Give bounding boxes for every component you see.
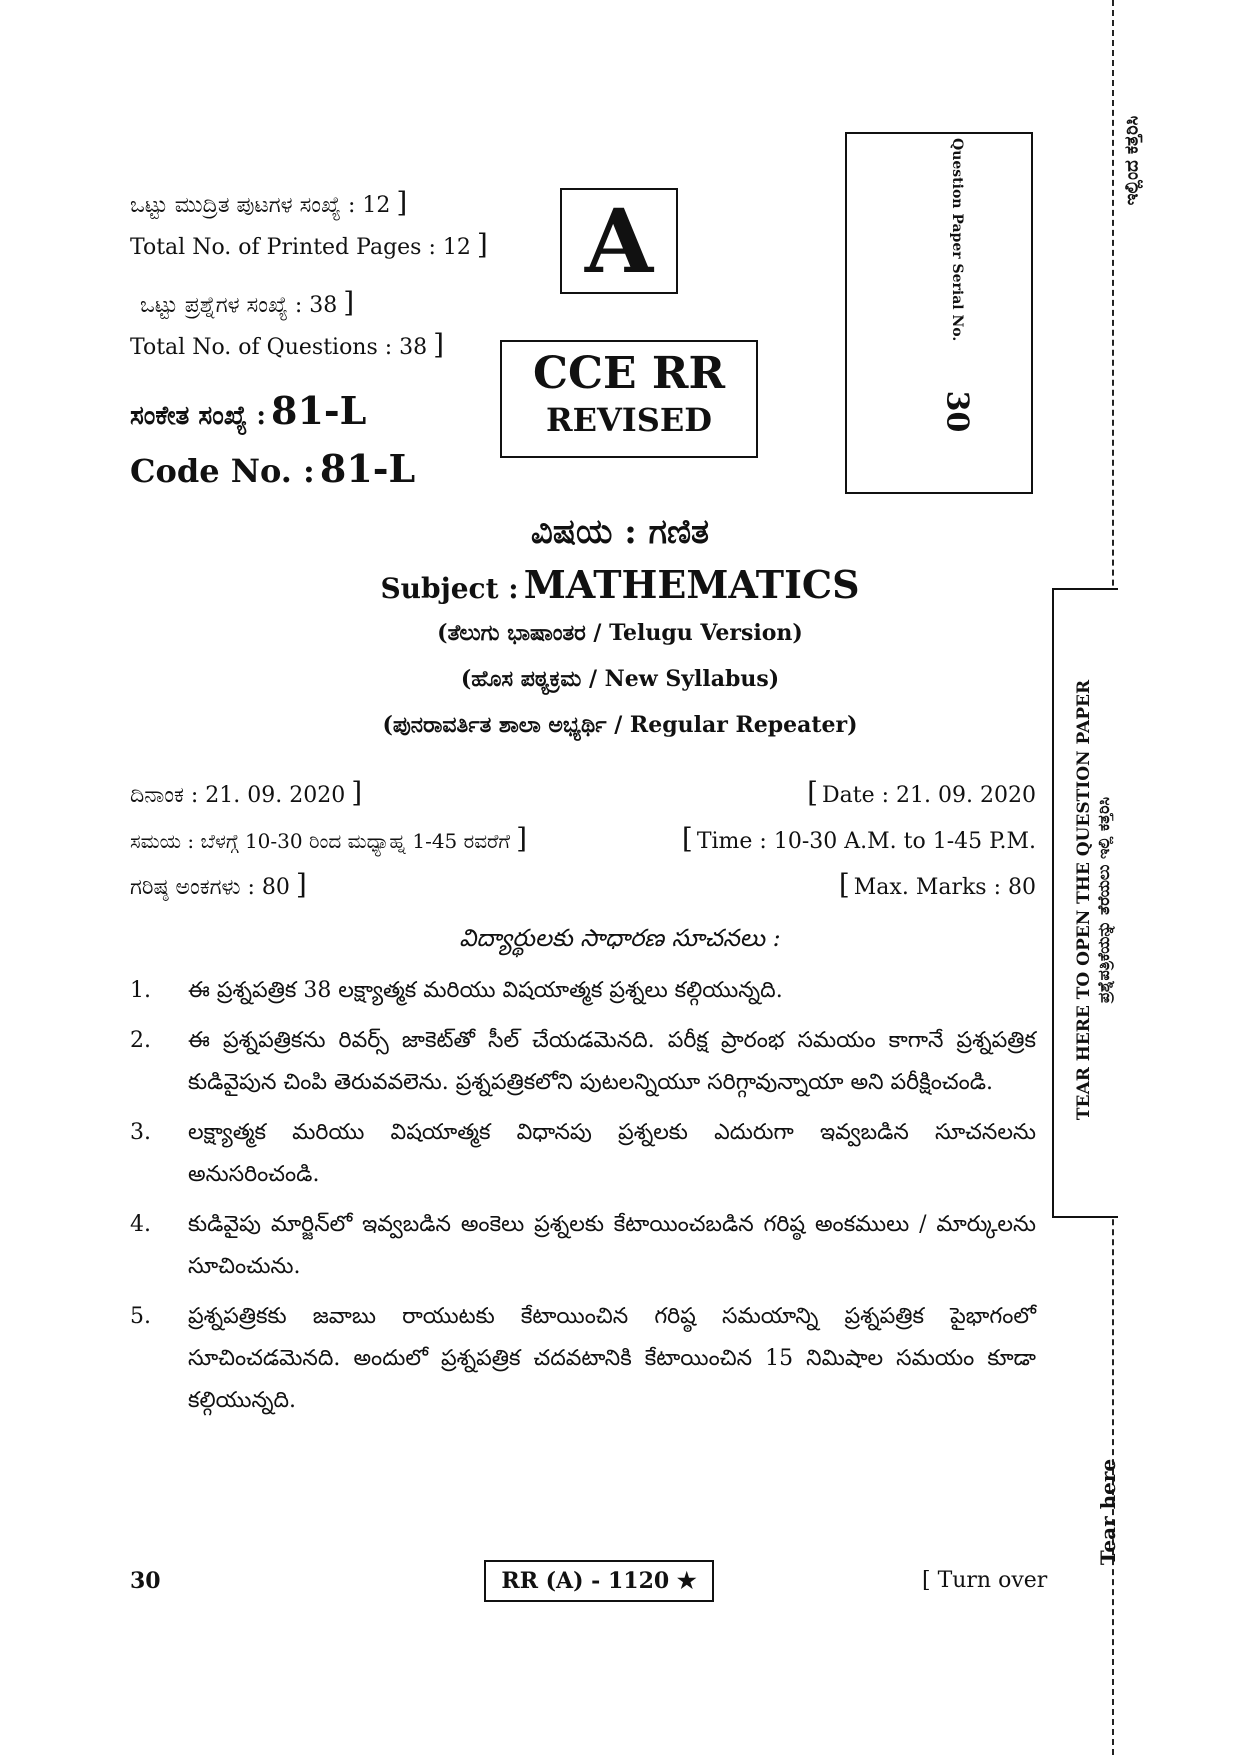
instructions-list: [130, 970, 1036, 1430]
instruction-item: 3. లక్ష్యాత్మక మరియు విషయాత్మక విధానపు ప్రశ్నలకు ఎదురుగా ఇవ్వబడిన సూచనలను అనుసరించండి.: [130, 1120, 1036, 1187]
serial-number-label: Question Paper Serial No.: [949, 138, 965, 342]
max-marks-english: [ Max. Marks : 80: [838, 868, 1036, 901]
time-english: [ Time : 10-30 A.M. to 1-45 P.M.: [681, 822, 1036, 855]
code-number-english: Code No. : 81-L: [130, 446, 416, 491]
instruction-item: 2. ఈ ప్రశ్నపత్రికను రివర్స్ జాకెట్‌తో సీల్ చేయడమెనది. పరీక్ష ప్రారంభ సమయం కాగానే ప్రశ్నపత్రిక కుడివైపున చింపి తెరువవలెను. ప్రశ్నపత్రికలోని పుటలన్నియూ సరిగ్గావున్నాయా అని పరీక్షించండి.: [130, 1028, 1036, 1095]
instruction-item: 4. కుడివైపు మార్జిన్‌లో ఇవ్వబడిన అంకెలు ప్రశ్నలకు కేటాయించబడిన గరిష్ఠ అంకములు / మార్కులను సూచించును.: [130, 1212, 1036, 1279]
date-kannada: ದಿನಾಂಕ : 21. 09. 2020 ]: [130, 776, 363, 809]
subject-english: Subject : MATHEMATICS: [380, 562, 860, 607]
tear-instruction-box: [1052, 588, 1118, 1218]
footer-paper-code: RR (A) - 1120 ★: [484, 1560, 714, 1602]
language-version: (ತೆಲುಗು ಭಾಷಾಂತರ / Telugu Version): [437, 620, 803, 646]
footer-page-code: 30: [130, 1568, 161, 1594]
exam-type-subtitle: REVISED: [545, 401, 713, 439]
serial-number-value: 30: [939, 390, 975, 433]
exam-type-box: [500, 340, 758, 458]
serial-number-box: [845, 132, 1033, 494]
max-marks-kannada: ಗರಿಷ್ಠ ಅಂಕಗಳು : 80 ]: [130, 868, 307, 901]
tear-instruction-english: TEAR HERE TO OPEN THE QUESTION PAPER: [1074, 679, 1094, 1121]
date-english: [ Date : 21. 09. 2020: [807, 776, 1036, 809]
footer-turn-over: [ Turn over: [922, 1568, 1048, 1593]
instruction-item: 5. ప్రశ్నపత్రికకు జవాబు రాయుటకు కేటాయించిన గరిష్ఠ సమయాన్ని ప్రశ్నపత్రిక పైభాగంలో సూచించడమెనది. అందులో ప్రశ్నపత్రిక చదవటానికి కేటాయించిన 15 నిమిషాల సమయం కూడా కల్గియున్నది.: [130, 1304, 1036, 1413]
tear-here-label: Tear here: [1096, 1458, 1120, 1566]
total-questions-kannada: ಒಟ್ಟು ಪ್ರಶ್ನೆಗಳ ಸಂಖ್ಯೆ : 38 ]: [140, 286, 355, 319]
code-number-kannada: ಸಂಕೇತ ಸಂಖ್ಯೆ : 81-L: [130, 388, 367, 433]
cut-here-kannada-top: ಇಲ್ಲಿಂದ ಕತ್ತರಿಸಿ: [1121, 115, 1143, 206]
subject-kannada: ವಿಷಯ : ಗಣಿತ: [530, 512, 710, 552]
instruction-item: 1. ఈ ప్రశ్నపత్రిక 38 లక్ష్యాత్మక మరియు విషయాత్మక ప్రశ్నలు కల్గియున్నది.: [130, 978, 783, 1003]
instructions-heading: విద్యార్థులకు సాధారణ సూచనలు :: [459, 924, 781, 952]
exam-type-title: CCE RR: [532, 348, 726, 399]
version-letter: A: [584, 189, 654, 293]
candidate-type: (ಪುನರಾವರ್ತಿತ ಶಾಲಾ ಅಭ್ಯರ್ಥಿ / Regular Repeater): [382, 712, 858, 738]
total-questions-english: Total No. of Questions : 38 ]: [130, 328, 445, 361]
total-pages-kannada: ಒಟ್ಟು ಮುದ್ರಿತ ಪುಟಗಳ ಸಂಖ್ಯೆ : 12 ]: [130, 186, 408, 219]
syllabus-type: (ಹೊಸ ಪಠ್ಯಕ್ರಮ / New Syllabus): [460, 666, 780, 692]
version-box: [560, 188, 678, 294]
tear-instruction-kannada: ಪ್ರಶ್ನೆಪತ್ರಿಕೆಯನ್ನು ತೆರೆಯಲು ಇಲ್ಲಿ ಕತ್ತರಿಸಿ: [1094, 796, 1113, 1004]
time-kannada: ಸಮಯ : ಬೆಳಗ್ಗೆ 10-30 ರಿಂದ ಮಧ್ಯಾಹ್ನ 1-45 ರವರೆಗೆ ]: [130, 822, 527, 855]
total-pages-english: Total No. of Printed Pages : 12 ]: [130, 228, 488, 261]
